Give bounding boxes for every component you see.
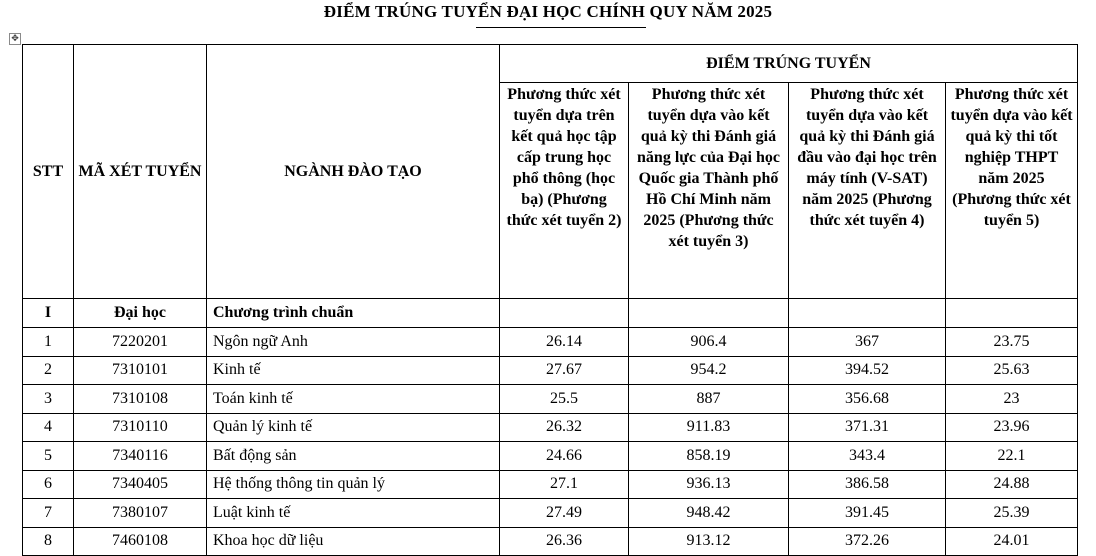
- header-stt: STT: [23, 45, 74, 299]
- cell-method-2: 24.66: [500, 442, 629, 471]
- cell-method-3: 913.12: [629, 527, 789, 556]
- table-row: [23, 499, 1078, 528]
- cell-ma-xet-tuyen: 7340116: [74, 442, 207, 471]
- cell-method-4: 371.31: [789, 413, 946, 442]
- section-program: Chương trình chuẩn: [207, 299, 500, 328]
- cell-nganh: Bất động sản: [207, 442, 500, 471]
- cell-method-4: 367: [789, 328, 946, 357]
- cell-method-5: 25.63: [946, 356, 1078, 385]
- cell-method-4: 391.45: [789, 499, 946, 528]
- cell-method-3: 936.13: [629, 470, 789, 499]
- cell-nganh: Luật kinh tế: [207, 499, 500, 528]
- table-row: [23, 442, 1078, 471]
- header-nganh-dao-tao: NGÀNH ĐÀO TẠO: [207, 45, 500, 299]
- header-method-2: Phương thức xét tuyển dựa trên kết quả học tập cấp trung học phổ thông (học bạ) (Phương thức xét tuyển 2): [500, 83, 629, 299]
- cell-method-2: 26.36: [500, 527, 629, 556]
- cell-method-4: 394.52: [789, 356, 946, 385]
- cell-stt: 8: [23, 527, 74, 556]
- cell-method-2: 27.1: [500, 470, 629, 499]
- cell-ma-xet-tuyen: 7310108: [74, 385, 207, 414]
- table-row: [23, 385, 1078, 414]
- cell-method-5: 22.1: [946, 442, 1078, 471]
- cell-nganh: Quản lý kinh tế: [207, 413, 500, 442]
- cell-method-4: 386.58: [789, 470, 946, 499]
- cell-ma-xet-tuyen: 7220201: [74, 328, 207, 357]
- page-title: ĐIỂM TRÚNG TUYỂN ĐẠI HỌC CHÍNH QUY NĂM 2025: [323, 2, 773, 21]
- header-diem-trung-tuyen: ĐIỂM TRÚNG TUYỂN: [500, 45, 1078, 83]
- cell-method-3: 948.42: [629, 499, 789, 528]
- cell-method-2: 26.14: [500, 328, 629, 357]
- cell-method-2: 26.32: [500, 413, 629, 442]
- cell-method-4: 356.68: [789, 385, 946, 414]
- section-stt: I: [23, 299, 74, 328]
- header-method-3: Phương thức xét tuyển dựa vào kết quả kỳ thi Đánh giá năng lực của Đại học Quốc gia Thành phố Hồ Chí Minh năm 2025 (Phương thức xét tuyển 3): [629, 83, 789, 299]
- table-row: [23, 328, 1078, 357]
- cell-method-4: 343.4: [789, 442, 946, 471]
- table-row: [23, 356, 1078, 385]
- cell-nganh: Toán kinh tế: [207, 385, 500, 414]
- cell-method-2: 25.5: [500, 385, 629, 414]
- cell-ma-xet-tuyen: 7380107: [74, 499, 207, 528]
- table-row: [23, 470, 1078, 499]
- admission-scores-table: [22, 44, 1078, 556]
- cell-method-3: 906.4: [629, 328, 789, 357]
- cell-method-3: 887: [629, 385, 789, 414]
- cell-ma-xet-tuyen: 7460108: [74, 527, 207, 556]
- cell-method-5: 23.75: [946, 328, 1078, 357]
- cell-method-3: 911.83: [629, 413, 789, 442]
- cell-stt: 4: [23, 413, 74, 442]
- cell-nganh: Kinh tế: [207, 356, 500, 385]
- cell-method-3: 954.2: [629, 356, 789, 385]
- cell-nganh: Khoa học dữ liệu: [207, 527, 500, 556]
- cell-nganh: Ngôn ngữ Anh: [207, 328, 500, 357]
- header-method-5: Phương thức xét tuyển dựa vào kết quả kỳ thi tốt nghiệp THPT năm 2025 (Phương thức xét tuyển 5): [946, 83, 1078, 299]
- table-row: [23, 527, 1078, 556]
- header-method-4: Phương thức xét tuyển dựa vào kết quả kỳ thi Đánh giá đầu vào đại học trên máy tính (V-SAT) năm 2025 (Phương thức xét tuyển 4): [789, 83, 946, 299]
- cell-method-5: 25.39: [946, 499, 1078, 528]
- cell-method-5: 23: [946, 385, 1078, 414]
- move-handle-icon[interactable]: ✥: [9, 33, 21, 45]
- cell-method-4: 372.26: [789, 527, 946, 556]
- cell-stt: 2: [23, 356, 74, 385]
- cell-stt: 1: [23, 328, 74, 357]
- cell-ma-xet-tuyen: 7310101: [74, 356, 207, 385]
- cell-stt: 5: [23, 442, 74, 471]
- cell-method-2: 27.67: [500, 356, 629, 385]
- cell-stt: 6: [23, 470, 74, 499]
- cell-stt: 7: [23, 499, 74, 528]
- cell-method-5: 24.88: [946, 470, 1078, 499]
- cell-method-5: 24.01: [946, 527, 1078, 556]
- header-ma-xet-tuyen: MÃ XÉT TUYỂN: [74, 45, 207, 299]
- cell-method-5: 23.96: [946, 413, 1078, 442]
- section-level: Đại học: [74, 299, 207, 328]
- cell-ma-xet-tuyen: 7340405: [74, 470, 207, 499]
- cell-nganh: Hệ thống thông tin quản lý: [207, 470, 500, 499]
- table-row: [23, 413, 1078, 442]
- cell-ma-xet-tuyen: 7310110: [74, 413, 207, 442]
- cell-stt: 3: [23, 385, 74, 414]
- cell-method-3: 858.19: [629, 442, 789, 471]
- section-row: [23, 299, 1078, 328]
- cell-method-2: 27.49: [500, 499, 629, 528]
- title-underline: [476, 27, 646, 28]
